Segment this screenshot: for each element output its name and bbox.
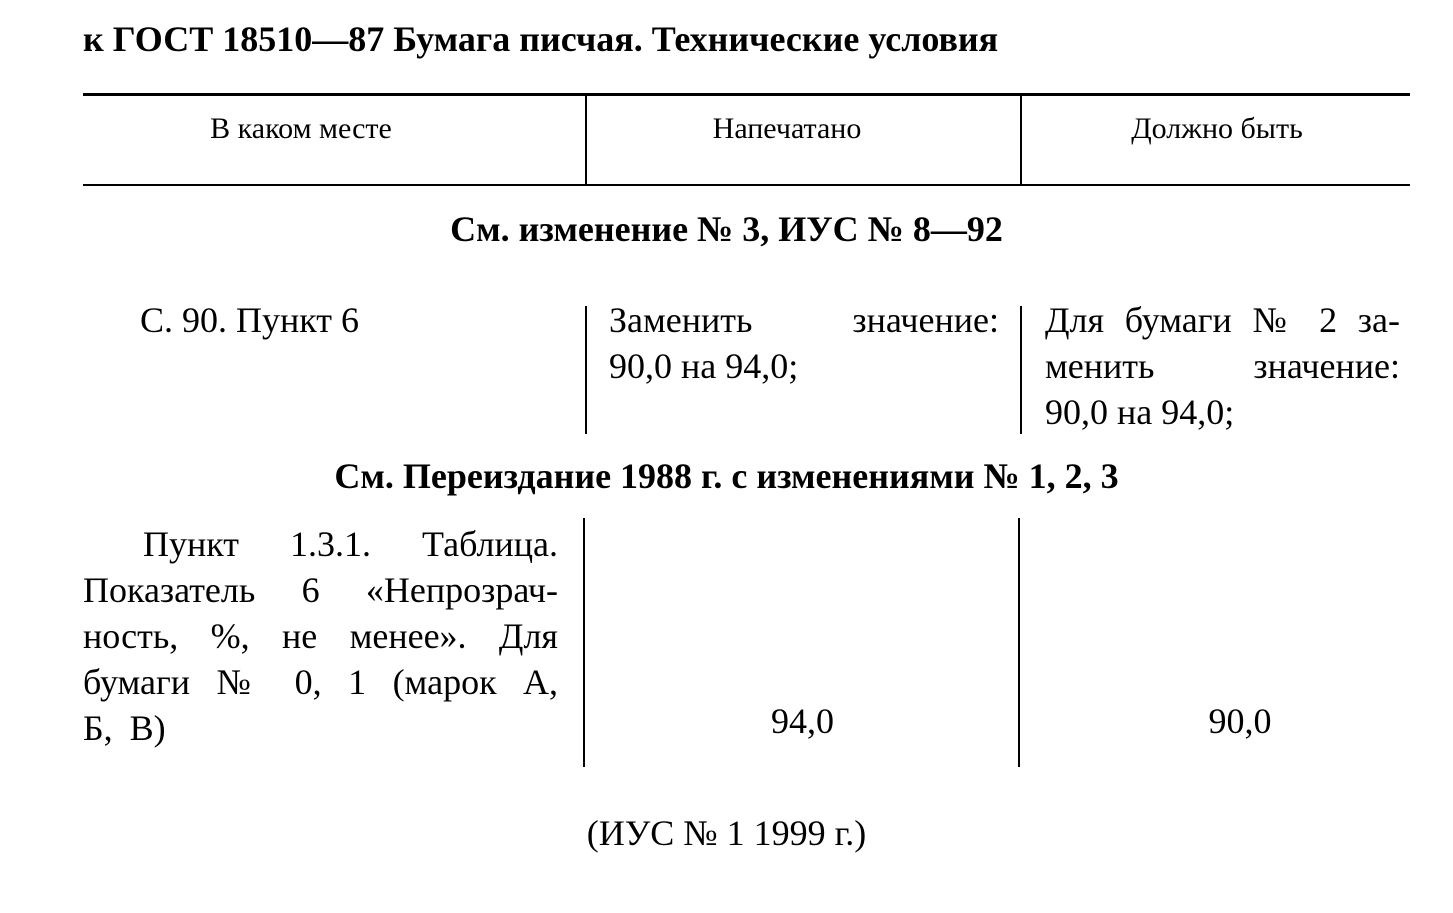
cell-line: Б, В) <box>83 708 166 748</box>
cell-place: С. 90. Пункт 6 <box>140 300 360 340</box>
page-title: к ГОСТ 18510—87 Бумага писчая. Технические условия <box>83 19 999 59</box>
cell-line: менить значение: <box>1045 346 1400 386</box>
cell-line: 90,0 на 94,0; <box>1045 392 1235 432</box>
row-column-divider-2 <box>1020 306 1022 434</box>
table-header-rule <box>83 184 1410 186</box>
cell-should-be-value: 90,0 <box>1208 701 1272 741</box>
column-header-printed: Напечатано <box>712 112 862 145</box>
section-title: См. изменение № 3, ИУС № 8—92 <box>450 209 1003 249</box>
cell-line: Для бумаги № 2 за- <box>1045 300 1400 340</box>
section-title: См. Переиздание 1988 г. с изменениями № 1, 2, 3 <box>334 456 1119 496</box>
cell-line: 90,0 на 94,0; <box>609 346 799 386</box>
cell-printed <box>609 297 999 389</box>
cell-line: Заменить значение: <box>609 300 999 340</box>
column-header-place: В каком месте <box>210 112 392 145</box>
cell-line: Пункт 1.3.1. Таблица. <box>143 524 558 564</box>
cell-printed-value: 94,0 <box>771 701 834 741</box>
cell-should-be <box>1045 297 1400 435</box>
cell-line: бумаги № 0, 1 (марок А, <box>83 662 558 702</box>
row-column-divider-1 <box>585 306 587 434</box>
footer-note: (ИУС № 1 1999 г.) <box>586 813 867 853</box>
cell-line: ность, %, не менее». Для <box>83 616 558 656</box>
cell-place <box>83 521 558 751</box>
column-header-should-be: Должно быть <box>1131 112 1303 145</box>
cell-line: Показатель 6 «Непрозрач- <box>83 570 558 610</box>
table-top-rule <box>83 93 1410 96</box>
